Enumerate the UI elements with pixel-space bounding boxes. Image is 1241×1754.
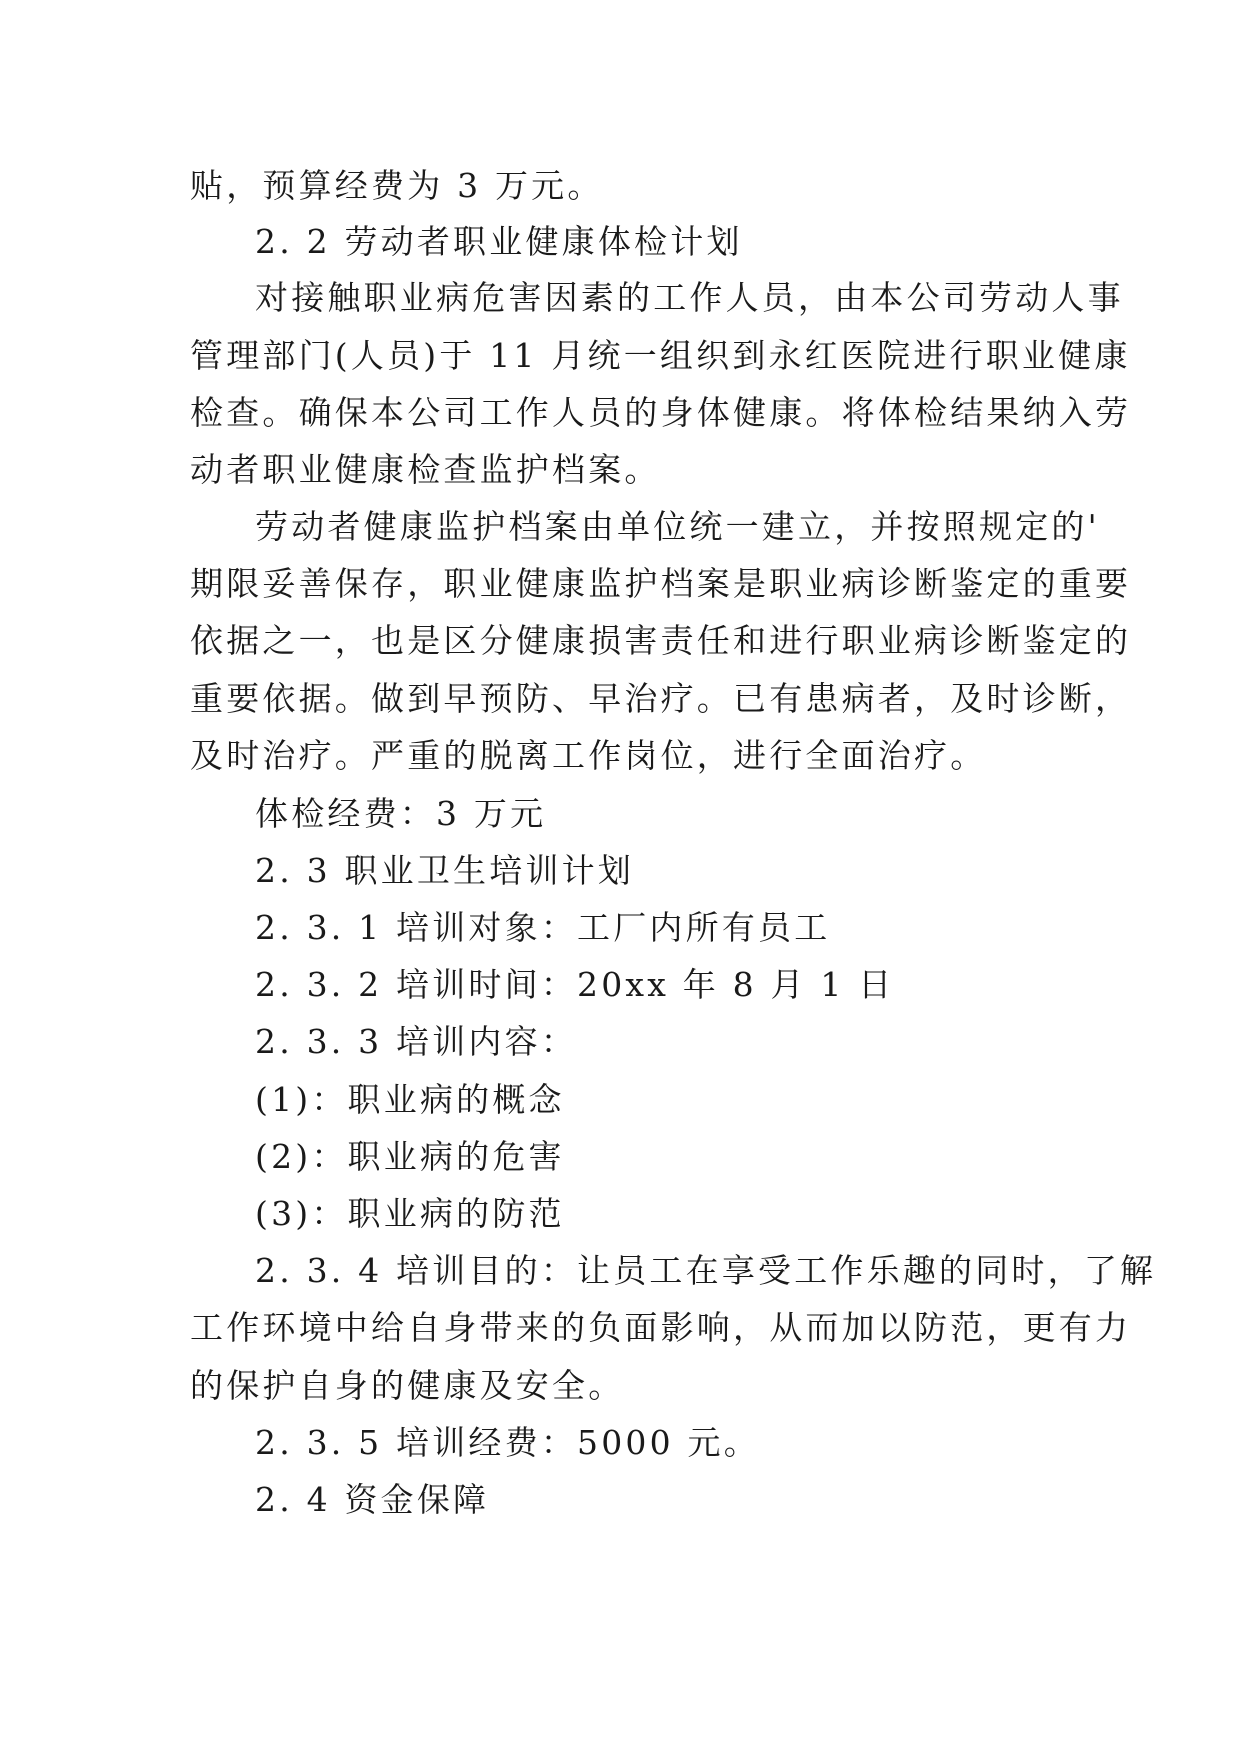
text-line-5: 检查。确保本公司工作人员的身体健康。将体检结果纳入劳 — [190, 393, 1132, 432]
text-line-12: 体检经费：3 万元 — [255, 794, 547, 833]
text-line-9: 依据之一，也是区分健康损害责任和进行职业病诊断鉴定的 — [190, 621, 1132, 660]
text-line-8: 期限妥善保存，职业健康监护档案是职业病诊断鉴定的重要 — [190, 564, 1132, 603]
text-line-16: 2. 3. 3 培训内容： — [255, 1022, 578, 1061]
text-line-21: 工作环境中给自身带来的负面影响，从而加以防范，更有力 — [190, 1308, 1132, 1347]
text-line-10: 重要依据。做到早预防、早治疗。已有患病者，及时诊断， — [190, 679, 1132, 718]
text-line-20: 2. 3. 4 培训目的：让员工在享受工作乐趣的同时，了解 — [255, 1251, 1157, 1290]
list-item-2: (2)：职业病的危害 — [255, 1137, 565, 1176]
text-line-11: 及时治疗。严重的脱离工作岗位，进行全面治疗。 — [190, 736, 987, 775]
text-line-23: 2. 3. 5 培训经费：5000 元。 — [255, 1423, 760, 1462]
text-line-15: 2. 3. 2 培训时间：20xx 年 8 月 1 日 — [255, 965, 895, 1004]
section-heading-2-2: 2. 2 劳动者职业健康体检计划 — [255, 222, 743, 261]
text-line-22: 的保护自身的健康及安全。 — [190, 1366, 625, 1405]
list-item-3: (3)：职业病的防范 — [255, 1194, 565, 1233]
text-line-7: 劳动者健康监护档案由单位统一建立，并按照规定的' — [255, 507, 1100, 546]
text-line-4: 管理部门(人员)于 11 月统一组织到永红医院进行职业健康 — [190, 336, 1131, 375]
text-line-1: 贴，预算经费为 3 万元。 — [190, 166, 604, 205]
section-heading-2-3: 2. 3 职业卫生培训计划 — [255, 851, 635, 890]
section-heading-2-4: 2. 4 资金保障 — [255, 1480, 490, 1519]
text-line-14: 2. 3. 1 培训对象：工厂内所有员工 — [255, 908, 831, 947]
list-item-1: (1)：职业病的概念 — [255, 1080, 565, 1119]
text-line-3: 对接触职业病危害因素的工作人员，由本公司劳动人事 — [255, 278, 1124, 317]
text-line-6: 动者职业健康检查监护档案。 — [190, 450, 661, 489]
